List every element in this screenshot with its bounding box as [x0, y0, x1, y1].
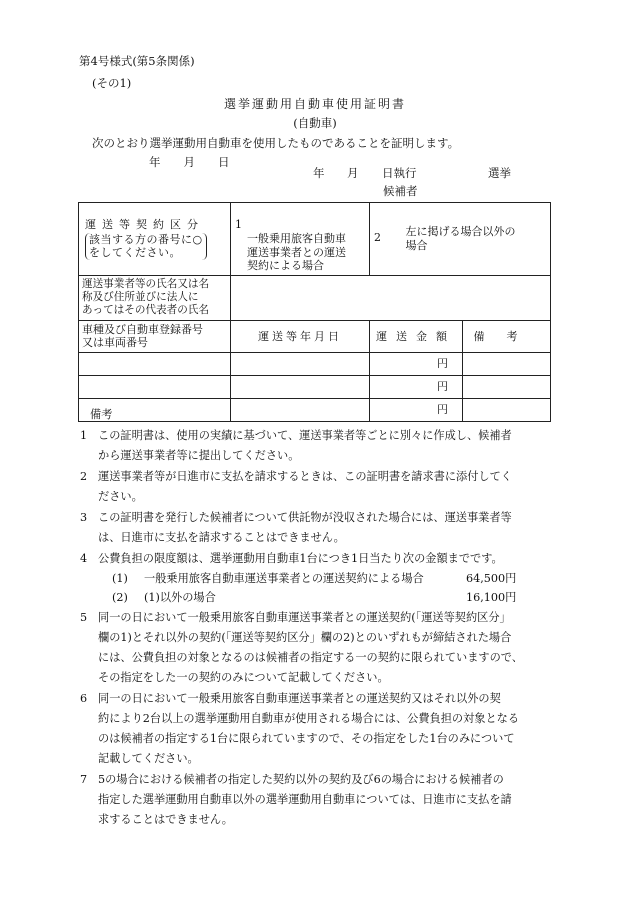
note-text: 指定した選挙運動用自動車以外の選挙運動用自動車については、日進市に支払を請	[98, 793, 512, 806]
limit-text: (1)以外の場合	[144, 591, 216, 604]
note-text: その指定をした一の契約のみについて記載してください。	[98, 671, 389, 684]
issue-date-line: 年 月 日	[149, 155, 230, 169]
date-field[interactable]	[231, 376, 370, 399]
sub-number: (その1)	[92, 76, 132, 90]
notes-heading: 備考	[90, 408, 113, 421]
note-number: 6	[80, 692, 88, 705]
limit-label: (2)	[112, 591, 128, 604]
form-number: 第4号様式(第5条関係)	[79, 54, 195, 68]
note-number: 3	[80, 511, 88, 524]
usage-certificate-table	[78, 202, 551, 422]
note-1	[78, 426, 558, 466]
limit-text: 一般乗用旅客自動車運送事業者との運送契約による場合	[144, 572, 424, 585]
contract-type-label: 運送等契約区分	[85, 217, 204, 231]
option-2-line-2: 場合	[405, 239, 428, 252]
note-5	[78, 608, 558, 688]
amount-field[interactable]: 円	[370, 353, 463, 376]
note-number: 4	[80, 552, 88, 565]
column-header-row	[79, 320, 551, 353]
carrier-row	[79, 276, 551, 321]
amount-field[interactable]: 円	[370, 376, 463, 399]
amount-header: 運送金額	[370, 320, 463, 353]
note-text: 同一の日において一般乗用旅客自動車運送事業者との運送契約又はそれ以外の契	[98, 692, 501, 705]
note-text: 求することはできません。	[98, 813, 233, 826]
limit-item-2	[78, 588, 558, 607]
note-text: この証明書は、使用の実績に基づいて、運送事業者等ごとに別々に作成し、候補者	[98, 429, 512, 442]
note-text: 欄の1)とそれ以外の契約(「運送等契約区分」欄の2)とのいずれもが締結された場合	[98, 631, 512, 644]
carrier-label-line-1: 運送事業者等の氏名又は名	[82, 278, 210, 290]
remarks-field[interactable]	[463, 376, 551, 399]
note-text: には、公費負担の対象となるのは候補者の指定する一の契約に限られていますので、	[98, 651, 523, 664]
notes-section	[78, 405, 558, 830]
instruction-line-1: 該当する方の番号に○	[89, 232, 203, 246]
option-2-line-1: 左に掲げる場合以外の	[405, 225, 516, 239]
page-subtitle: (自動車)	[293, 116, 337, 130]
limit-amount: 64,500円	[466, 572, 517, 585]
vehicle-field[interactable]	[79, 376, 231, 399]
option-1-line-1: 一般乗用旅客自動車	[247, 231, 346, 245]
date-field[interactable]	[231, 353, 370, 376]
note-number: 7	[80, 773, 88, 786]
option-2-number: 2	[374, 231, 381, 245]
instruction-line-2: をしてください。	[89, 246, 181, 260]
limit-item-1	[78, 569, 558, 588]
table-row	[79, 376, 551, 399]
note-text: 記載してください。	[98, 752, 199, 765]
carrier-name-field[interactable]	[231, 276, 551, 321]
remarks-header: 備考	[463, 320, 551, 353]
note-number: 5	[80, 611, 88, 624]
note-text: から運送事業者等に提出してください。	[98, 449, 300, 462]
contract-type-cell	[79, 203, 231, 276]
carrier-label-line-3: あってはその代表者の氏名	[82, 304, 210, 317]
election-day-label: 日執行	[382, 166, 417, 180]
election-month-label: 月	[347, 166, 359, 180]
table-row	[79, 353, 551, 376]
vehicle-header-line-2: 又は車両番号	[82, 336, 148, 350]
note-text: のは候補者の指定する1台に限られていますので、その指定をした1台のみについて	[98, 732, 515, 745]
carrier-name-label-cell	[79, 276, 231, 321]
note-text: 運送事業者等が日進市に支払を請求するときは、この証明書を請求書に添付してく	[98, 470, 512, 483]
option-1-text	[247, 232, 346, 273]
contract-type-row	[79, 203, 551, 276]
note-text: 公費負担の限度額は、選挙運動用自動車1台につき1日当たり次の金額までです。	[98, 552, 503, 565]
election-suffix-label: 選挙	[488, 166, 511, 180]
option-1-number: 1	[235, 218, 242, 231]
contract-option-1[interactable]	[231, 203, 370, 276]
note-3	[78, 508, 558, 548]
note-text: この証明書を発行した候補者について供託物が没収された場合には、運送事業者等	[98, 511, 512, 524]
note-text: ださい。	[98, 490, 143, 503]
contract-option-2[interactable]	[370, 203, 551, 276]
contract-type-instruction	[85, 233, 207, 261]
limit-amount: 16,100円	[466, 591, 517, 604]
note-text: 同一の日において一般乗用旅客自動車運送事業者との運送契約(「運送等契約区分」	[98, 611, 511, 624]
note-2	[78, 467, 558, 507]
option-2-text	[406, 225, 516, 253]
note-text: は、日進市に支払を請求することはできません。	[98, 531, 345, 544]
note-text: 約により2台以上の選挙運動用自動車が使用される場合には、公費負担の対象となる	[98, 712, 520, 725]
date-header: 運送等年月日	[231, 320, 370, 353]
note-number: 1	[80, 429, 88, 442]
option-1-line-2: 運送事業者との運送	[247, 245, 346, 259]
vehicle-header-line-1: 車種及び自動車登録番号	[82, 322, 203, 336]
remarks-field[interactable]	[463, 353, 551, 376]
limit-label: (1)	[112, 572, 128, 585]
note-4	[78, 549, 558, 569]
page-title: 選挙運動用自動車使用証明書	[223, 97, 406, 111]
option-1-line-3: 契約による場合	[247, 259, 324, 273]
candidate-label: 候補者	[383, 184, 418, 198]
carrier-label-line-2: 称及び住所並びに法人に	[82, 291, 199, 304]
vehicle-field[interactable]	[79, 353, 231, 376]
note-6	[78, 689, 558, 769]
note-number: 2	[80, 470, 88, 483]
note-text: 5の場合における候補者の指定した契約以外の契約及び6の場合における候補者の	[98, 773, 504, 786]
election-year-label: 年	[313, 166, 325, 180]
note-7	[78, 770, 558, 830]
statement-text: 次のとおり選挙運動用自動車を使用したものであることを証明します。	[92, 136, 460, 150]
vehicle-header-cell	[79, 320, 231, 353]
amount-field[interactable]: 円	[370, 399, 463, 422]
